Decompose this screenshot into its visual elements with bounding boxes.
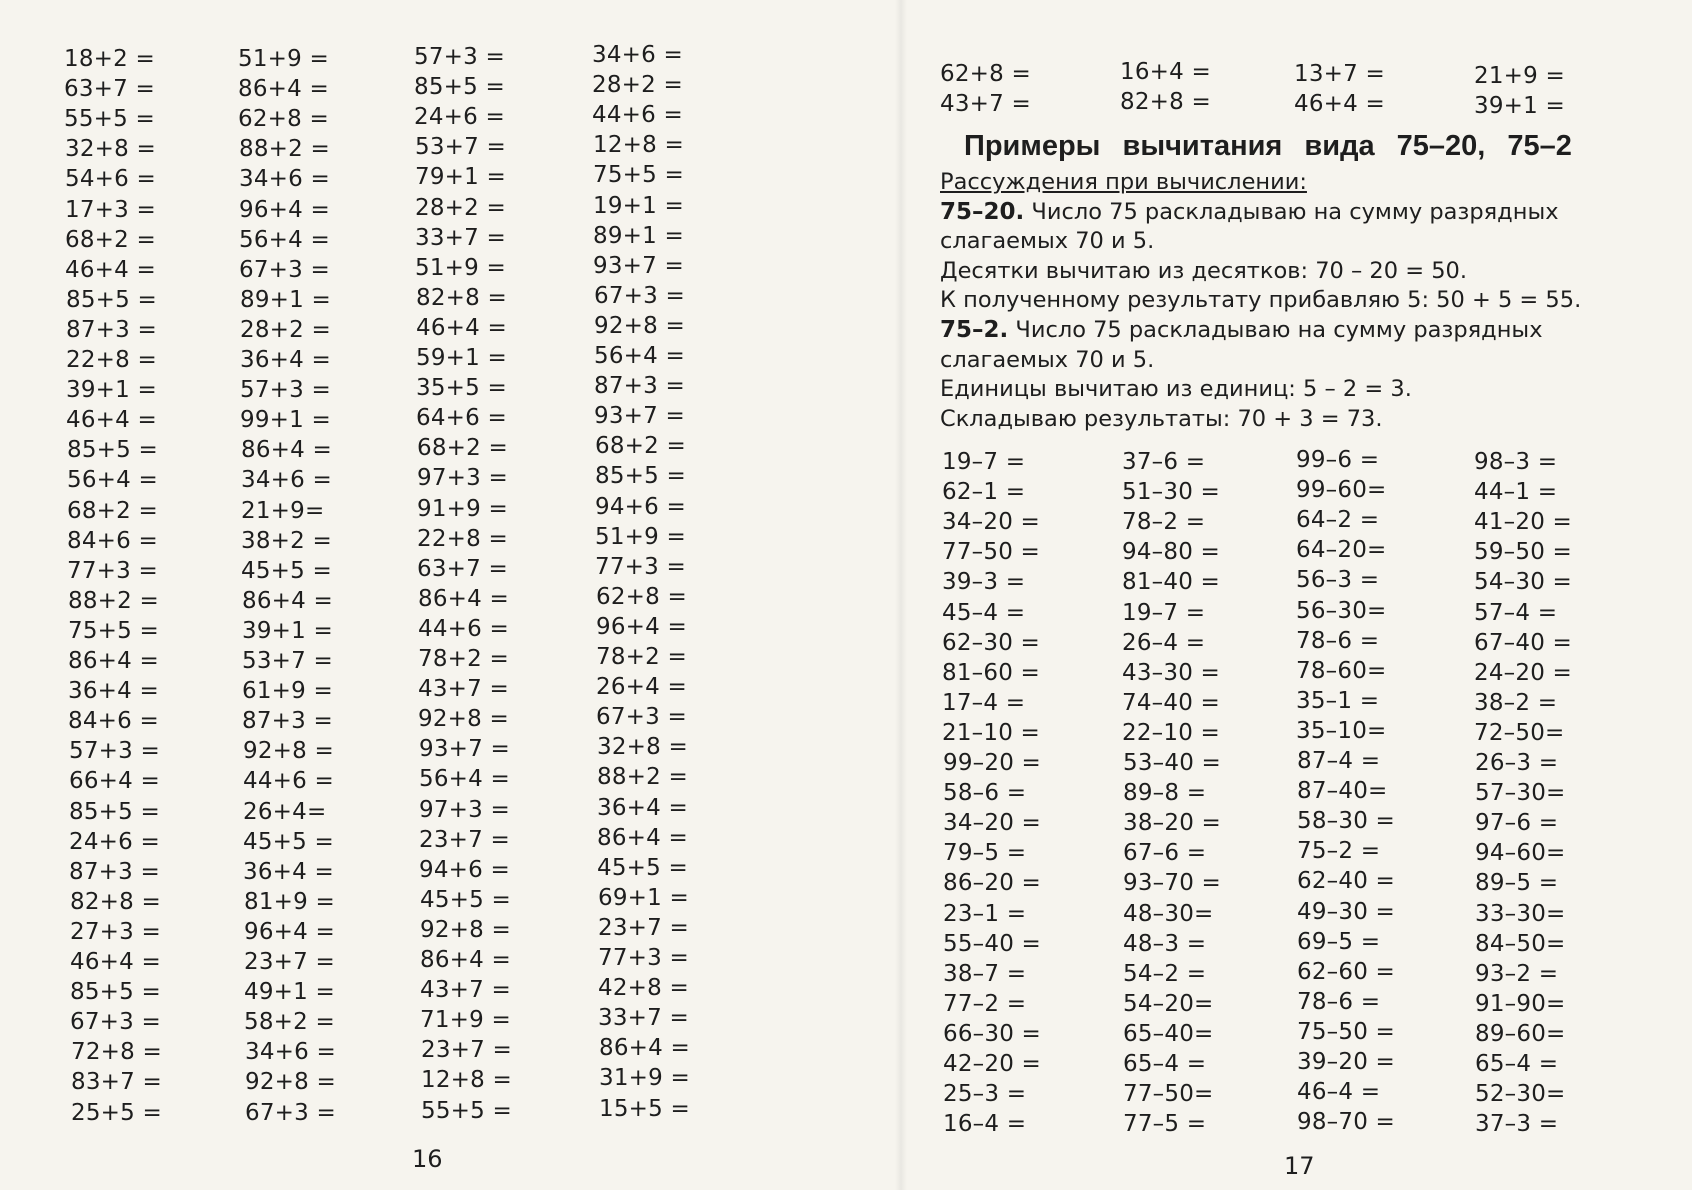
exercise-item: 32+8 = xyxy=(597,734,688,761)
exercise-item: 85+5 = xyxy=(67,437,158,464)
exercise-item: 71+9 = xyxy=(420,1007,511,1034)
exercise-item: 28+2 = xyxy=(415,194,506,221)
exercise-item: 79+1 = xyxy=(415,164,506,191)
exercise-item: 45+5 = xyxy=(241,557,332,584)
exercise-item: 33+7 = xyxy=(598,1005,689,1032)
exercise-item: 59–50 = xyxy=(1474,539,1573,566)
exercise-item: 42+8 = xyxy=(598,975,689,1002)
exercise-item: 82+8 = xyxy=(1120,89,1211,115)
exercise-item: 99–6 = xyxy=(1296,447,1380,473)
exercise-item: 98–70 = xyxy=(1297,1109,1396,1136)
exercise-item: 24+6 = xyxy=(414,104,505,131)
exercise-item: 98–3 = xyxy=(1474,449,1558,475)
exercise-item: 92+8 = xyxy=(594,312,685,339)
exercise-item: 39–20 = xyxy=(1297,1049,1396,1075)
exercise-item: 44+6 = xyxy=(592,102,683,129)
exercise-item: 67+3 = xyxy=(245,1099,336,1126)
exercise-item: 19–7 = xyxy=(942,449,1026,475)
exercise-item: 33+7 = xyxy=(415,224,506,251)
exercise-item: 65–4 = xyxy=(1123,1051,1207,1077)
exercise-item: 92+8 = xyxy=(420,916,511,943)
exercise-item: 56+4 = xyxy=(239,226,330,253)
exercise-item: 78–6 = xyxy=(1296,627,1380,654)
exercise-item: 38–7 = xyxy=(943,960,1027,987)
exercise-item: 42–20 = xyxy=(943,1051,1042,1077)
exercise-item: 99–20 = xyxy=(943,750,1042,776)
exercise-item: 77–50= xyxy=(1123,1081,1214,1108)
exercise-item: 23–1 = xyxy=(943,900,1027,927)
exercise-item: 13+7 = xyxy=(1294,61,1385,87)
exercise-item: 51+9 = xyxy=(595,523,686,550)
exercise-item: 65–4 = xyxy=(1475,1051,1559,1077)
exercise-item: 99+1 = xyxy=(240,407,331,434)
exercise-item: 43+7 = xyxy=(420,977,511,1004)
exercise-item: 26–3 = xyxy=(1475,750,1559,776)
exercise-item: 48–3 = xyxy=(1123,930,1207,957)
exercise-item: 46+4 = xyxy=(70,949,161,975)
exercise-item: 22+8 = xyxy=(417,525,508,552)
exercise-item: 62–60 = xyxy=(1297,958,1396,985)
exercise-item: 92+8 = xyxy=(418,706,509,733)
exercise-item: 24+6 = xyxy=(69,828,160,855)
exercise-item: 49+1 = xyxy=(244,979,335,1006)
exercise-item: 46+4 = xyxy=(66,407,157,434)
exercise-item: 85+5 = xyxy=(414,74,505,101)
exercise-item: 34–20 = xyxy=(943,810,1042,837)
exercise-item: 67+3 = xyxy=(70,1009,161,1036)
exercise-item: 94+6 = xyxy=(419,856,510,883)
exercise-item: 23+7 = xyxy=(421,1037,512,1064)
page-number: 16 xyxy=(412,1145,443,1173)
exercise-item: 23+7 = xyxy=(598,914,689,941)
exercise-item: 86+4 = xyxy=(420,947,511,973)
exercise-item: 37–6 = xyxy=(1122,449,1206,475)
exercise-item: 86+4 = xyxy=(597,824,688,851)
exercise-item: 99–60= xyxy=(1296,477,1387,504)
exercise-item: 58–6 = xyxy=(943,780,1027,807)
exercise-item: 49–30 = xyxy=(1297,898,1396,925)
exercise-item: 89+1 = xyxy=(240,286,331,313)
exercise-item: 15+5 = xyxy=(599,1095,690,1122)
exercise-item: 45+5 = xyxy=(420,886,511,913)
exercise-item: 82+8 = xyxy=(416,284,507,311)
exercise-item: 36+4 = xyxy=(597,794,688,821)
exercise-item: 64–2 = xyxy=(1296,507,1380,534)
exercise-item: 61+9 = xyxy=(242,678,333,705)
exercise-item: 83+7 = xyxy=(71,1069,162,1096)
example-1-text: Число 75 раскладываю на сумму разрядных слагаемых 70 и 5. xyxy=(940,198,1559,255)
exercise-item: 63+7 = xyxy=(417,555,508,582)
exercise-item: 45–4 = xyxy=(942,599,1026,626)
exercise-item: 21+9= xyxy=(241,497,325,524)
explanation-line: Единицы вычитаю из единиц: 5 – 2 = 3. xyxy=(940,376,1412,403)
exercise-item: 21–10 = xyxy=(942,719,1041,746)
exercise-item: 66–30 = xyxy=(943,1020,1042,1047)
exercise-item: 94–60= xyxy=(1475,840,1566,867)
exercise-item: 87+3 = xyxy=(242,708,333,735)
exercise-item: 67+3 = xyxy=(594,282,685,309)
example-1-lead: 75–20. xyxy=(940,198,1025,225)
exercise-item: 85+5 = xyxy=(595,463,686,490)
exercise-item: 41–20 = xyxy=(1474,509,1573,536)
exercise-item: 46+4 = xyxy=(1294,91,1385,117)
exercise-item: 88+2 = xyxy=(239,136,330,163)
exercise-item: 27+3 = xyxy=(70,918,161,945)
exercise-item: 53–40 = xyxy=(1123,750,1222,776)
exercise-item: 65–40= xyxy=(1123,1020,1214,1047)
exercise-item: 77+3 = xyxy=(67,557,158,584)
exercise-item: 17–4 = xyxy=(942,689,1026,716)
exercise-item: 78–2 = xyxy=(1122,509,1206,536)
exercise-item: 67+3 = xyxy=(239,256,330,283)
exercise-item: 94+6 = xyxy=(595,493,686,520)
exercise-item: 12+8 = xyxy=(593,132,684,159)
exercise-item: 46–4 = xyxy=(1297,1079,1381,1106)
exercise-item: 22+8 = xyxy=(66,347,157,373)
exercise-item: 44–1 = xyxy=(1474,479,1558,506)
exercise-item: 93–70 = xyxy=(1123,870,1222,897)
exercise-item: 84+6 = xyxy=(67,527,158,554)
exercise-item: 93–2 = xyxy=(1475,960,1559,987)
exercise-item: 33–30= xyxy=(1475,900,1566,927)
exercise-item: 35+5 = xyxy=(416,375,507,402)
exercise-item: 21+9 = xyxy=(1474,63,1565,89)
exercise-item: 46+4 = xyxy=(65,256,156,283)
exercise-item: 56+4 = xyxy=(67,467,158,494)
exercise-item: 89+1 = xyxy=(593,222,684,249)
exercise-item: 77–2 = xyxy=(943,990,1027,1017)
explanation-line: Складываю результаты: 70 + 3 = 73. xyxy=(940,405,1383,432)
exercise-item: 81–60 = xyxy=(942,659,1041,686)
exercise-item: 86+4 = xyxy=(238,76,329,103)
exercise-item: 88+2 = xyxy=(68,587,159,614)
exercise-item: 48–30= xyxy=(1123,900,1214,927)
exercise-item: 38–20 = xyxy=(1123,810,1222,837)
exercise-item: 93+7 = xyxy=(419,736,510,763)
explanation-line: К полученному результату прибавляю 5: 50 + 5 = 55. xyxy=(940,287,1582,314)
exercise-item: 58–30 = xyxy=(1297,808,1396,835)
exercise-item: 36+4 = xyxy=(243,858,334,885)
exercise-item: 51–30 = xyxy=(1122,479,1221,506)
exercise-item: 18+2 = xyxy=(64,46,155,72)
explanation-line: Десятки вычитаю из десятков: 70 – 20 = 50. xyxy=(940,257,1467,284)
exercise-item: 72+8 = xyxy=(71,1039,162,1066)
exercise-item: 75–50 = xyxy=(1297,1018,1396,1045)
exercise-item: 34+6 = xyxy=(592,42,683,68)
exercise-item: 63+7 = xyxy=(64,76,155,103)
example-2-text: Число 75 раскладываю на сумму разрядных слагаемых 70 и 5. xyxy=(940,316,1543,373)
exercise-item: 85+5 = xyxy=(66,286,157,313)
exercise-item: 79–5 = xyxy=(943,840,1027,867)
exercise-item: 34+6 = xyxy=(239,166,330,193)
exercise-item: 53+7 = xyxy=(242,648,333,674)
exercise-item: 86+4 = xyxy=(599,1035,690,1062)
exercise-item: 31+9 = xyxy=(599,1065,690,1092)
exercise-item: 19+1 = xyxy=(593,192,684,219)
exercise-item: 78+2 = xyxy=(596,644,687,670)
exercise-item: 56+4 = xyxy=(594,343,685,369)
exercise-item: 59+1 = xyxy=(416,345,507,371)
exercise-item: 24–20 = xyxy=(1474,659,1573,686)
exercise-item: 43–30 = xyxy=(1122,659,1221,686)
exercise-item: 28+2 = xyxy=(240,316,331,343)
exercise-item: 96+4 = xyxy=(244,918,335,945)
exercise-item: 77–50 = xyxy=(942,539,1041,566)
exercise-item: 77+3 = xyxy=(595,553,686,580)
exercise-item: 62+8 = xyxy=(596,583,687,610)
right-page xyxy=(900,0,1692,1190)
exercise-item: 56–3 = xyxy=(1296,567,1380,594)
exercise-item: 25–3 = xyxy=(943,1081,1027,1108)
exercise-item: 25+5 = xyxy=(71,1099,162,1126)
exercise-item: 55+5 = xyxy=(64,106,155,133)
exercise-item: 96+4 = xyxy=(596,613,687,640)
exercise-item: 22–10 = xyxy=(1122,719,1221,746)
exercise-item: 75+5 = xyxy=(68,617,159,644)
example-2-lead: 75–2. xyxy=(940,316,1009,343)
exercise-item: 87+3 = xyxy=(66,316,157,343)
exercise-item: 57+3 = xyxy=(69,738,160,765)
exercise-item: 57+3 = xyxy=(414,44,505,70)
exercise-item: 62+8 = xyxy=(940,61,1031,87)
exercise-item: 23+7 = xyxy=(244,949,335,975)
exercise-item: 86–20 = xyxy=(943,870,1042,897)
exercise-item: 64–20= xyxy=(1296,537,1387,564)
exercise-item: 86+4 = xyxy=(418,585,509,612)
exercise-item: 69–5 = xyxy=(1297,928,1381,955)
exercise-item: 75+5 = xyxy=(593,162,684,189)
exercise-item: 67–40 = xyxy=(1474,629,1573,656)
exercise-item: 26+4 = xyxy=(596,674,687,701)
exercise-item: 43+7 = xyxy=(418,676,509,703)
exercise-item: 67+3 = xyxy=(596,704,687,731)
explanation-subtitle: Рассуждения при вычислении: xyxy=(940,169,1307,195)
exercise-item: 87–40= xyxy=(1297,778,1388,805)
exercise-item: 68+2 = xyxy=(65,226,156,253)
exercise-item: 89–60= xyxy=(1475,1020,1566,1047)
exercise-item: 91–90= xyxy=(1475,990,1566,1017)
exercise-item: 44+6 = xyxy=(243,768,334,795)
exercise-item: 92+8 = xyxy=(245,1069,336,1096)
exercise-item: 12+8 = xyxy=(421,1067,512,1094)
exercise-item: 55+5 = xyxy=(421,1097,512,1124)
exercise-item: 54+6 = xyxy=(65,166,156,193)
exercise-item: 88+2 = xyxy=(597,764,688,791)
exercise-item: 68+2 = xyxy=(595,433,686,460)
exercise-item: 57–30= xyxy=(1475,780,1566,807)
exercise-item: 52–30= xyxy=(1475,1081,1566,1108)
exercise-item: 35–10= xyxy=(1296,717,1387,744)
exercise-item: 78+2 = xyxy=(418,646,509,672)
exercise-item: 56+4 = xyxy=(419,766,510,793)
exercise-item: 85+5 = xyxy=(69,798,160,825)
exercise-item: 75–2 = xyxy=(1297,838,1381,865)
page-number: 17 xyxy=(1284,1152,1315,1180)
exercise-item: 89–8 = xyxy=(1123,780,1207,807)
exercise-item: 35–1 = xyxy=(1296,687,1380,714)
exercise-item: 97+3 = xyxy=(419,796,510,823)
exercise-item: 96+4 = xyxy=(239,196,330,223)
exercise-item: 68+2 = xyxy=(417,435,508,462)
exercise-item: 38+2 = xyxy=(241,527,332,554)
exercise-item: 54–30 = xyxy=(1474,569,1573,596)
exercise-item: 87+3 = xyxy=(69,858,160,885)
exercise-item: 81+9 = xyxy=(244,888,335,915)
exercise-item: 51+9 = xyxy=(415,254,506,281)
exercise-item: 55–40 = xyxy=(943,930,1042,957)
exercise-item: 54–20= xyxy=(1123,990,1214,1017)
exercise-item: 39–3 = xyxy=(942,569,1026,596)
exercise-item: 93+7 = xyxy=(594,403,685,430)
exercise-item: 16+4 = xyxy=(1120,59,1211,85)
exercise-item: 34+6 = xyxy=(245,1039,336,1066)
exercise-item: 86+4 = xyxy=(68,648,159,674)
exercise-item: 85+5 = xyxy=(70,979,161,1006)
exercise-item: 56–30= xyxy=(1296,597,1387,624)
exercise-item: 77+3 = xyxy=(598,945,689,971)
exercise-item: 64+6 = xyxy=(416,405,507,432)
exercise-item: 32+8 = xyxy=(65,136,156,163)
exercise-item: 44+6 = xyxy=(418,615,509,642)
exercise-item: 57+3 = xyxy=(240,377,331,404)
exercise-item: 17+3 = xyxy=(65,196,156,223)
exercise-item: 39+1 = xyxy=(242,617,333,644)
exercise-item: 82+8 = xyxy=(70,888,161,915)
exercise-item: 39+1 = xyxy=(1474,93,1565,119)
exercise-item: 36+4 = xyxy=(240,347,331,373)
exercise-item: 26–4 = xyxy=(1122,629,1206,656)
exercise-item: 53+7 = xyxy=(415,134,506,161)
exercise-item: 91+9 = xyxy=(417,495,508,522)
exercise-item: 97+3 = xyxy=(417,465,508,492)
exercise-item: 84+6 = xyxy=(68,708,159,735)
exercise-item: 72–50= xyxy=(1474,719,1565,746)
exercise-item: 89–5 = xyxy=(1475,870,1559,897)
exercise-item: 62–40 = xyxy=(1297,868,1396,895)
exercise-item: 45+5 = xyxy=(243,828,334,855)
exercise-item: 62–1 = xyxy=(942,479,1026,506)
explanation-text xyxy=(940,168,1660,434)
exercise-item: 67–6 = xyxy=(1123,840,1207,867)
exercise-item: 78–60= xyxy=(1296,657,1387,684)
exercise-item: 38–2 = xyxy=(1474,689,1558,716)
exercise-item: 62–30 = xyxy=(942,629,1041,656)
exercise-item: 93+7 = xyxy=(593,252,684,279)
exercise-item: 45+5 = xyxy=(597,854,688,881)
exercise-item: 19–7 = xyxy=(1122,599,1206,626)
exercise-item: 54–2 = xyxy=(1123,960,1207,987)
exercise-item: 69+1 = xyxy=(598,884,689,911)
exercise-item: 84–50= xyxy=(1475,930,1566,957)
exercise-item: 92+8 = xyxy=(243,738,334,765)
exercise-item: 16–4 = xyxy=(943,1111,1027,1138)
exercise-item: 87+3 = xyxy=(594,373,685,400)
exercise-item: 74–40 = xyxy=(1122,689,1221,716)
exercise-item: 37–3 = xyxy=(1475,1111,1559,1138)
exercise-item: 36+4 = xyxy=(68,678,159,705)
exercise-item: 46+4 = xyxy=(416,314,507,341)
exercise-item: 62+8 = xyxy=(238,106,329,133)
exercise-item: 97–6 = xyxy=(1475,810,1559,837)
exercise-item: 34–20 = xyxy=(942,509,1041,536)
exercise-item: 57–4 = xyxy=(1474,599,1558,626)
exercise-item: 34+6 = xyxy=(241,467,332,494)
exercise-item: 23+7 = xyxy=(419,826,510,853)
exercise-item: 39+1 = xyxy=(66,377,157,404)
exercise-item: 43+7 = xyxy=(940,91,1031,117)
exercise-item: 94–80 = xyxy=(1122,539,1221,566)
exercise-item: 58+2 = xyxy=(244,1009,335,1036)
exercise-item: 77–5 = xyxy=(1123,1111,1207,1138)
exercise-item: 26+4= xyxy=(243,798,327,825)
section-heading: Примеры вычитания вида 75–20, 75–2 xyxy=(964,130,1572,162)
exercise-item: 28+2 = xyxy=(592,72,683,99)
exercise-item: 78–6 = xyxy=(1297,988,1381,1015)
exercise-item: 68+2 = xyxy=(67,497,158,524)
exercise-item: 66+4 = xyxy=(69,768,160,795)
exercise-item: 51+9 = xyxy=(238,46,329,72)
exercise-item: 81–40 = xyxy=(1122,569,1221,596)
exercise-item: 86+4 = xyxy=(241,437,332,464)
exercise-item: 87–4 = xyxy=(1297,748,1381,774)
exercise-item: 86+4 = xyxy=(242,587,333,614)
